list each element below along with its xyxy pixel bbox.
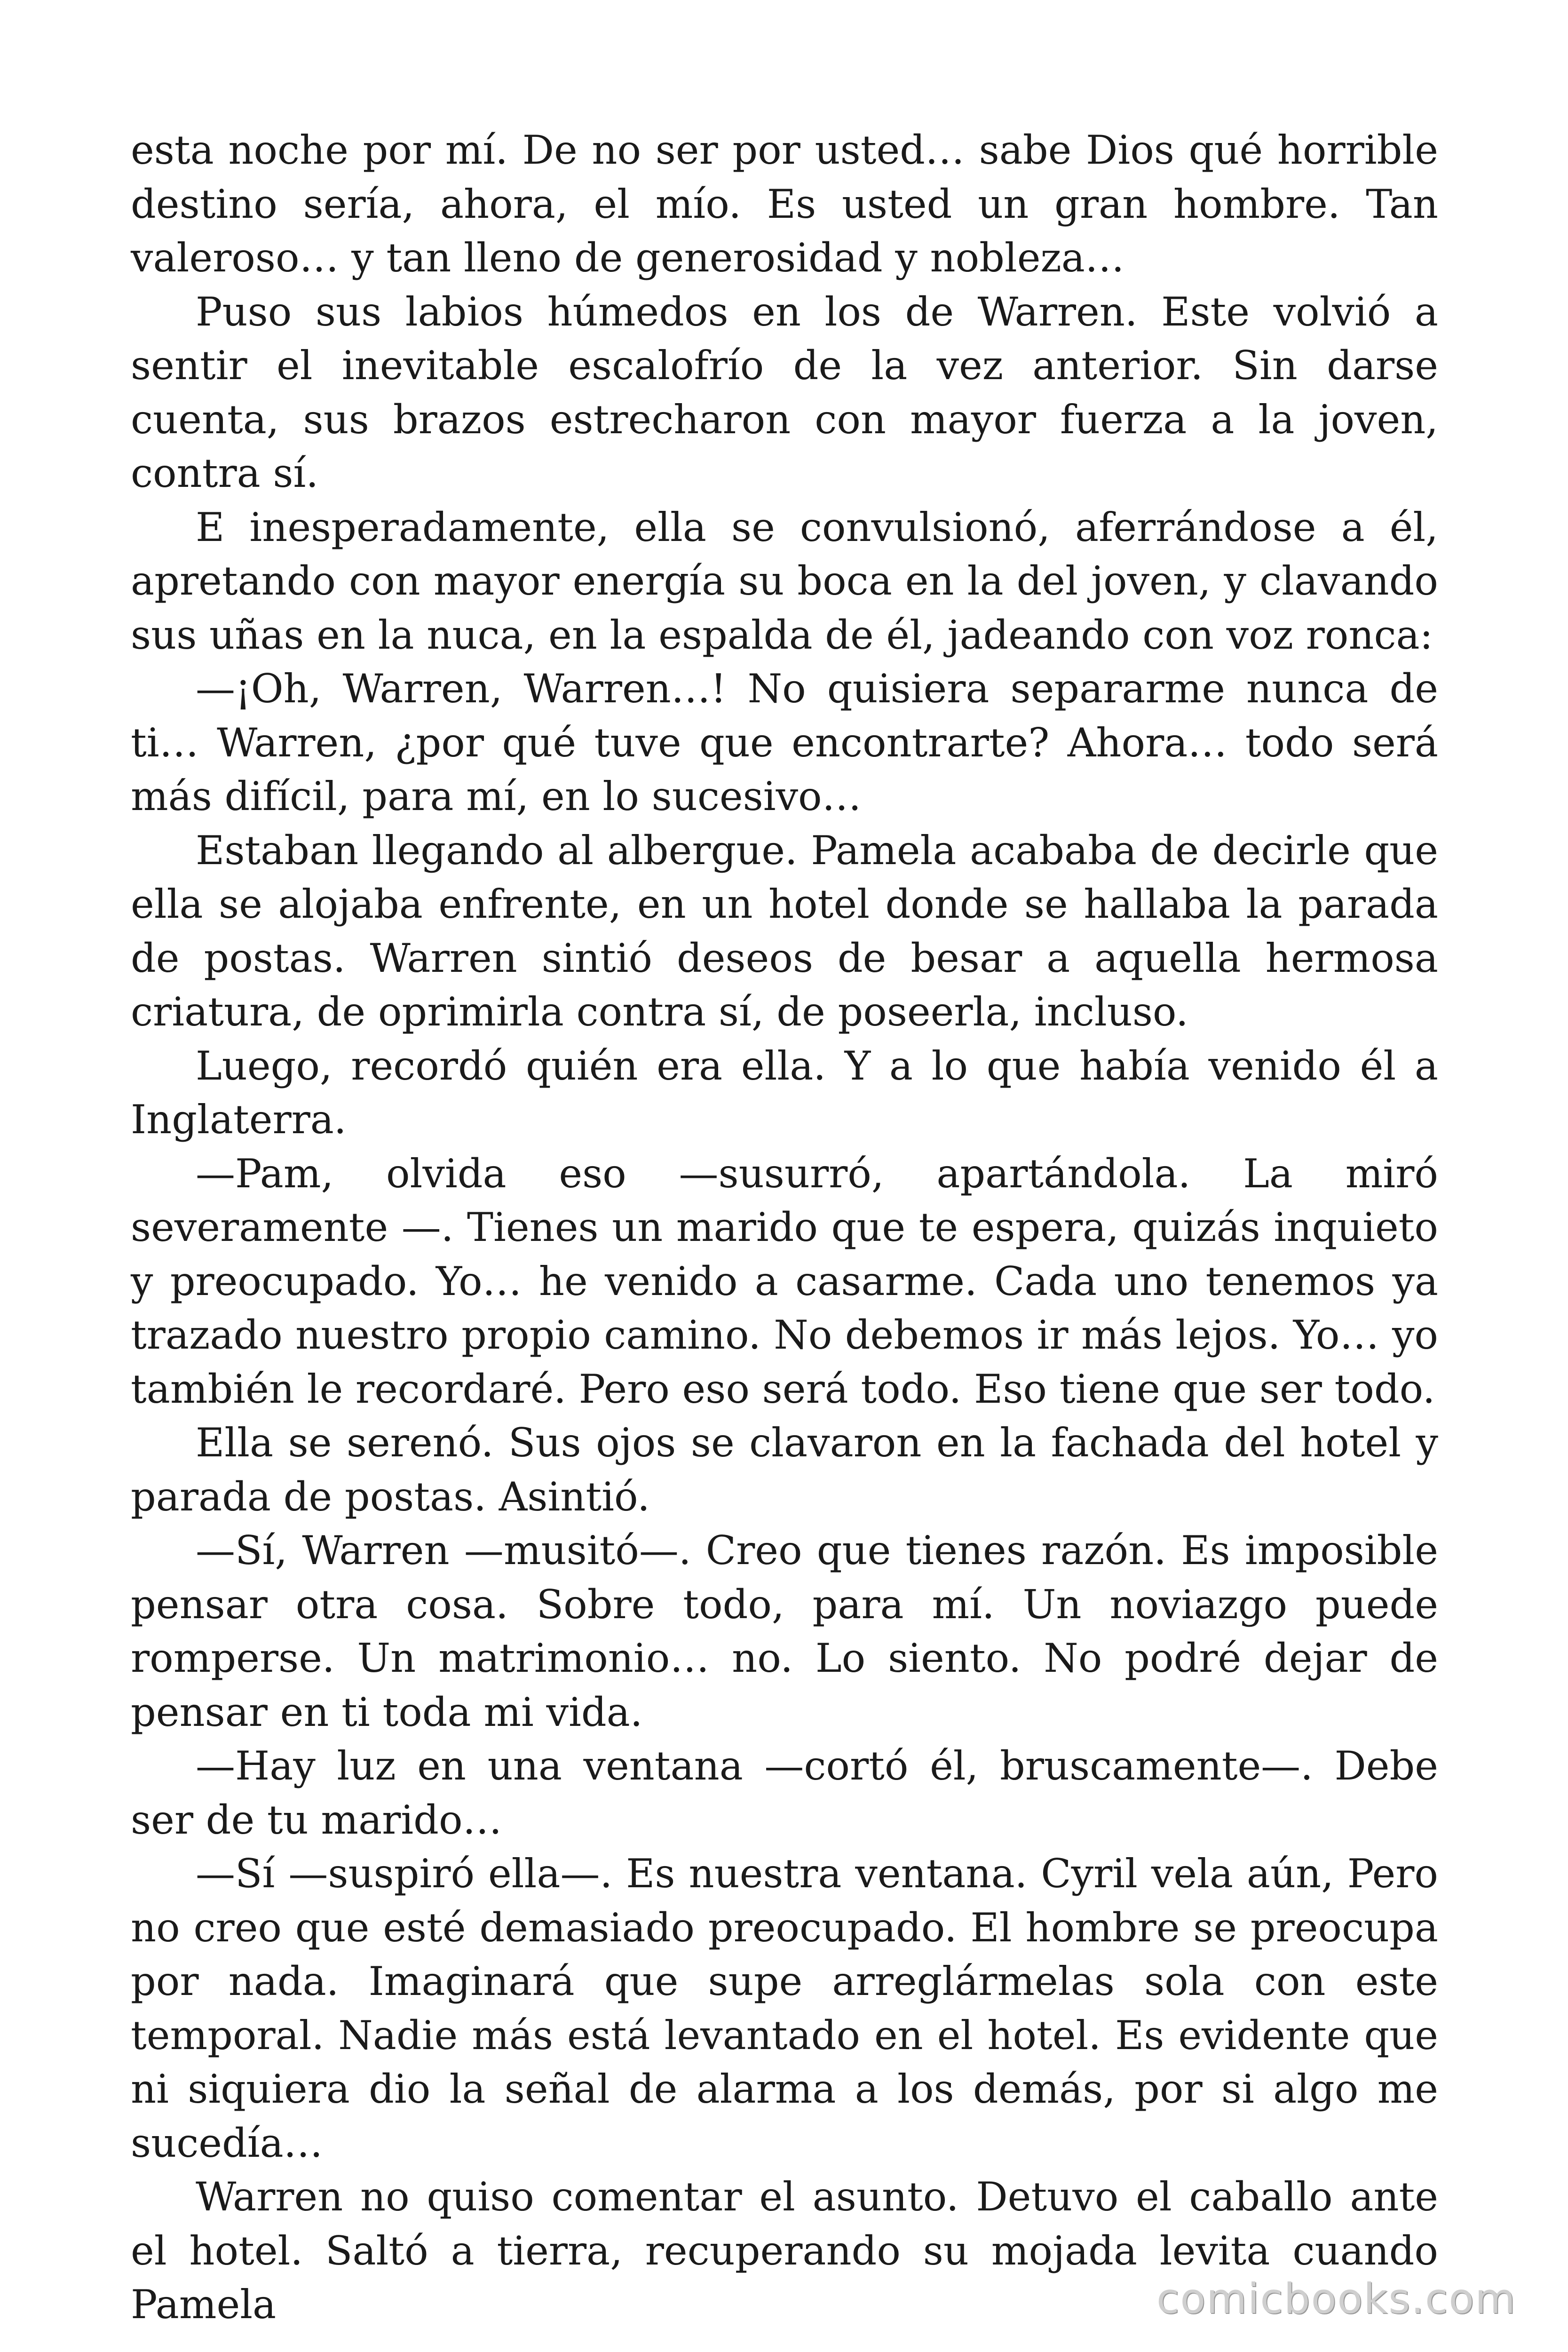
paragraph-6: Luego, recordó quién era ella. Y a lo que había venido él a Inglaterra. (131, 1042, 1438, 1143)
paragraph-2: Puso sus labios húmedos en los de Warren. Este volvió a sentir el inevitable escalofrío de la vez anterior. Sin darse cuenta, sus brazos estrecharon con mayor fuerza a la joven, contra sí. (131, 288, 1438, 496)
watermark: comicbooks.com (1156, 2274, 1516, 2323)
body-text (131, 123, 1438, 2332)
paragraph-4: —¡Oh, Warren, Warren…! No quisiera separarme nunca de ti… Warren, ¿por qué tuve que encontrarte? Ahora… todo será más difícil, para mí, en lo sucesivo… (131, 666, 1438, 819)
paragraph-10: —Hay luz en una ventana —cortó él, bruscamente—. Debe ser de tu marido… (131, 1743, 1438, 1843)
paragraph-12: Warren no quiso comentar el asunto. Detuvo el caballo ante el hotel. Saltó a tierra, recuperando su mojada levita cuando Pamela (131, 2174, 1438, 2328)
paragraph-1: esta noche por mí. De no ser por usted… sabe Dios qué horrible destino sería, ahora, el mío. Es usted un gran hombre. Tan valeroso… y tan lleno de generosidad y nobleza… (131, 127, 1438, 281)
paragraph-9: —Sí, Warren —musitó—. Creo que tienes razón. Es imposible pensar otra cosa. Sobre todo, para mí. Un noviazgo puede romperse. Un matrimonio… no. Lo siento. No podré dejar de pensar en ti toda mi vida. (131, 1527, 1438, 1735)
paragraph-11: —Sí —suspiró ella—. Es nuestra ventana. Cyril vela aún, Pero no creo que esté demasiado preocupado. El hombre se preocupa por nada. Imaginará que supe arreglármelas sola con este temporal. Nadie más está levantado en el hotel. Es evidente que ni siquiera dio la señal de alarma a los demás, por si algo me sucedía… (131, 1851, 1438, 2166)
paragraph-7: —Pam, olvida eso —susurró, apartándola. La miró severamente —. Tienes un marido que te espera, quizás inquieto y preocupado. Yo… he venido a casarme. Cada uno tenemos ya trazado nuestro propio camino. No debemos ir más lejos. Yo… yo también le recordaré. Pero eso será todo. Eso tiene que ser todo. (131, 1150, 1438, 1412)
paragraph-3: E inesperadamente, ella se convulsionó, aferrándose a él, apretando con mayor energía su boca en la del joven, y clavando sus uñas en la nuca, en la espalda de él, jadeando con voz ronca: (131, 504, 1438, 658)
paragraph-5: Estaban llegando al albergue. Pamela acababa de decirle que ella se alojaba enfrente, en un hotel donde se hallaba la parada de postas. Warren sintió deseos de besar a aquella hermosa criatura, de oprimirla contra sí, de poseerla, incluso. (131, 827, 1438, 1035)
paragraph-8: Ella se serenó. Sus ojos se clavaron en la fachada del hotel y parada de postas. Asintió. (131, 1420, 1438, 1520)
